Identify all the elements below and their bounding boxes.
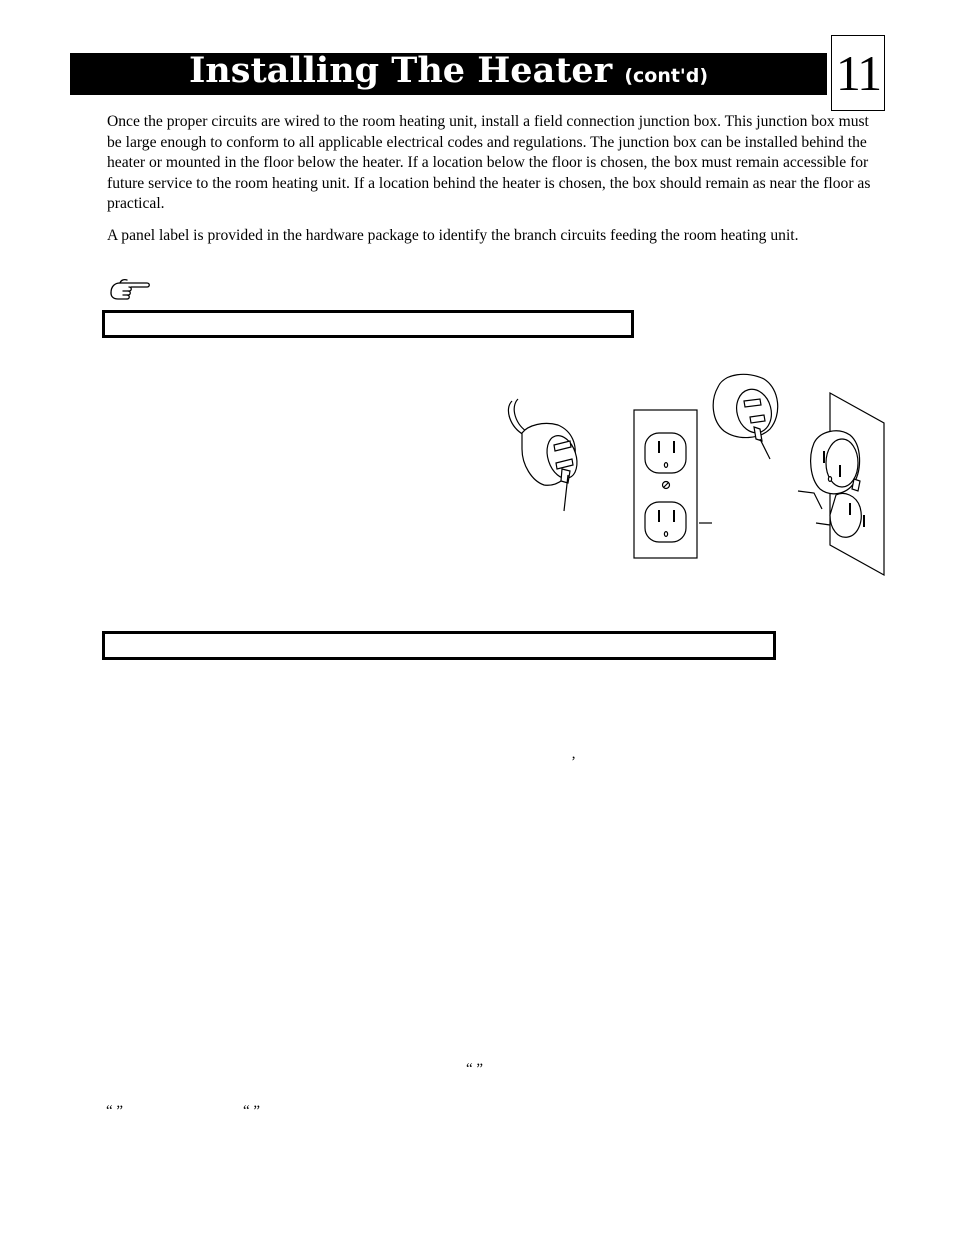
page-number-box — [831, 35, 885, 111]
stray-quotes-3: “ ” — [243, 1103, 261, 1119]
grounded-plug-with-cord — [508, 399, 582, 511]
paragraph-junction-box: Once the proper circuits are wired to the room heating unit, install a field connection junction box. This junction box must be large enough to conform to all applicable electrical codes and regulations. The junction box can be installed behind the heater or mounted in the floor below the heater. If a location below the floor is chosen, the box must remain accessible for future service to the room heating unit. If a location behind the heater is chosen, the box should remain as near the floor as practical. — [107, 113, 871, 213]
adapter-plug — [713, 374, 778, 459]
title-suffix: (cont'd) — [624, 65, 709, 87]
warning-box-1 — [102, 310, 634, 338]
title-bar — [70, 50, 827, 95]
stray-apostrophe: ’ — [571, 754, 576, 770]
adapter-on-wall-outlet — [798, 393, 884, 575]
stray-quotes-2: “ ” — [106, 1103, 124, 1119]
page-number: 11 — [835, 45, 881, 101]
warning-box-2 — [102, 631, 776, 660]
pointing-hand-icon — [109, 277, 153, 301]
plug-and-receptacle-illustration — [498, 365, 888, 577]
title-main: Installing The Heater — [188, 50, 613, 91]
page-title — [70, 50, 827, 91]
stray-quotes-1: “ ” — [466, 1061, 484, 1077]
duplex-receptacle — [634, 410, 712, 558]
paragraph-panel-label: A panel label is provided in the hardware package to identify the branch circuits feeding the room heating unit. — [107, 227, 799, 244]
